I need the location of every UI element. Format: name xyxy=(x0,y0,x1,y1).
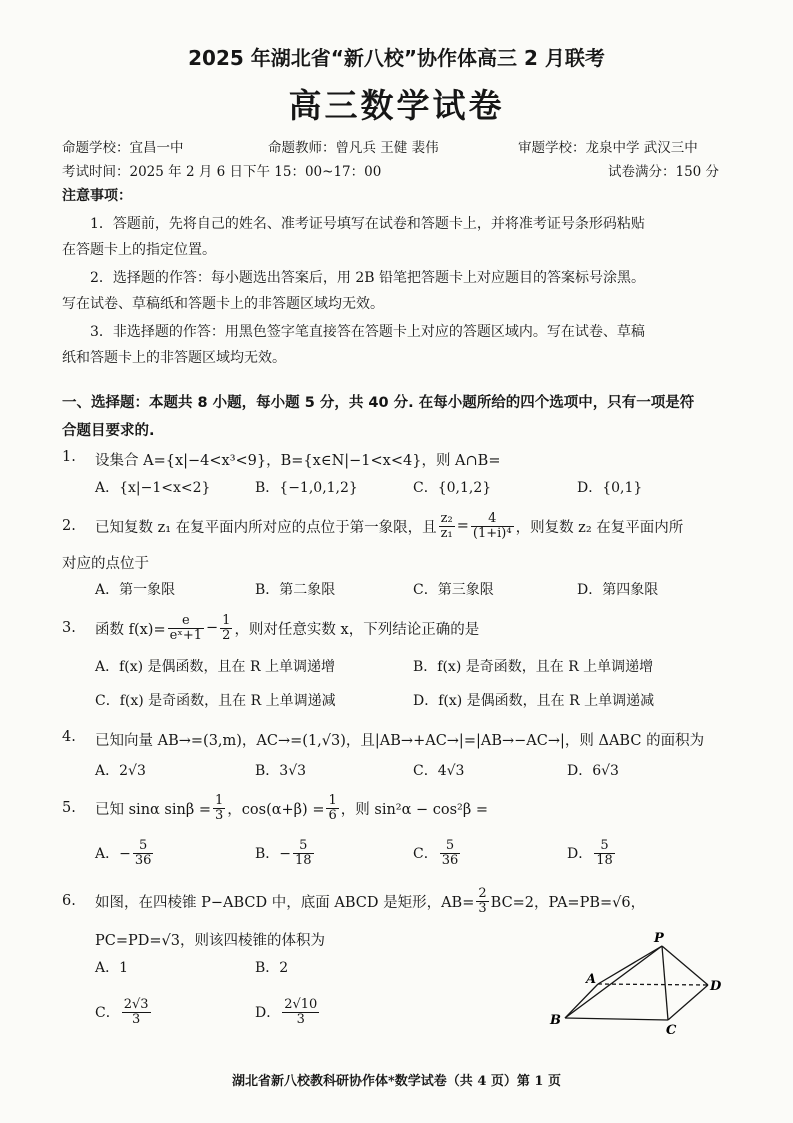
q2-fraction-z xyxy=(439,512,455,541)
q6-stem-pre: 如图，在四棱锥 P−ABCD 中，底面 ABCD 是矩形，AB= xyxy=(95,894,475,911)
edge-ba xyxy=(565,984,598,1018)
q3-frac2-num: 1 xyxy=(222,612,231,628)
q5-stem xyxy=(95,788,488,828)
q6-c-num: 2√3 xyxy=(123,996,149,1012)
subject-title: 高三数学试卷 xyxy=(288,86,505,125)
q6-f-den: 3 xyxy=(478,900,487,916)
q6-c-frac xyxy=(122,998,151,1027)
q6-d-label: D． xyxy=(255,1005,281,1021)
q6-number: 6. xyxy=(62,893,76,909)
q5-option-d xyxy=(567,834,617,872)
q6-d-frac xyxy=(282,998,319,1027)
meta-teachers: 命题教师：曾凡兵 王健 裴伟 xyxy=(268,140,439,156)
q2-frac1-den: z₁ xyxy=(440,525,453,541)
note-1b: 在答题卡上的指定位置。 xyxy=(62,242,216,258)
label-c: C xyxy=(666,1023,677,1038)
q2-option-d: D．第四象限 xyxy=(577,582,659,598)
q6-fraction xyxy=(476,887,488,916)
q5-b-frac xyxy=(293,839,314,868)
q2-stem-pre: 已知复数 z₁ 在复平面内所对应的点位于第一象限，且 xyxy=(95,519,437,536)
q4-option-a: A．2√3 xyxy=(95,763,146,779)
label-d: D xyxy=(710,979,722,994)
q4-option-c: C．4√3 xyxy=(413,763,465,779)
q1-option-b: B．{−1,0,1,2} xyxy=(255,480,358,496)
q3-minus: − xyxy=(206,620,219,636)
q1-number: 1. xyxy=(62,449,76,465)
q3-fraction-2 xyxy=(220,614,232,643)
q3-frac1-den: eˣ+1 xyxy=(169,627,202,643)
q6-c-label: C． xyxy=(95,1005,120,1021)
q2-frac1-num: z₂ xyxy=(440,510,453,526)
q5-stem-post: ，则 sin²α − cos²β = xyxy=(340,801,489,818)
q2-stem xyxy=(95,506,683,546)
meta-score: 试卷满分：150 分 xyxy=(608,164,720,180)
q1-option-a: A．{x|−1<x<2} xyxy=(95,480,211,496)
q5-a-frac xyxy=(133,839,154,868)
q5-option-c xyxy=(413,834,462,872)
q5-c-den: 36 xyxy=(441,852,459,868)
q5-b-num: 5 xyxy=(293,839,314,854)
q3-option-b: B．f(x) 是奇函数，且在 R 上单调递增 xyxy=(413,659,654,675)
q5-d-num: 5 xyxy=(594,839,615,854)
q5-d-den: 18 xyxy=(596,852,613,868)
q5-a-den: 36 xyxy=(134,852,152,868)
q5-number: 5. xyxy=(62,800,76,816)
q6-option-d xyxy=(255,990,321,1034)
q3-stem-pre: 函数 f(x)= xyxy=(95,621,166,638)
q3-stem-post: ，则对任意实数 x，下列结论正确的是 xyxy=(234,621,480,638)
section-1-line1: 一、选择题：本题共 8 小题，每小题 5 分，共 40 分. 在每小题所给的四个选项中，只有一项是符 xyxy=(62,395,695,411)
edge-pb xyxy=(565,946,662,1018)
q5-f1-num: 1 xyxy=(215,792,224,808)
q5-c-label: C． xyxy=(413,846,438,862)
label-a: A xyxy=(586,972,597,987)
q6-d-den: 3 xyxy=(296,1011,305,1027)
meta-school: 命题学校：宜昌一中 xyxy=(62,140,184,156)
q5-option-b xyxy=(255,834,316,872)
q5-f1-den: 3 xyxy=(215,807,224,823)
q2-eq: = xyxy=(456,518,469,534)
edge-cd xyxy=(668,985,708,1020)
q2-option-a: A．第一象限 xyxy=(95,582,176,598)
q2-fraction-value xyxy=(471,512,514,541)
q3-number: 3. xyxy=(62,620,76,636)
q5-c-num: 5 xyxy=(440,839,461,854)
edge-ad-hidden xyxy=(598,984,708,985)
q1-option-d: D．{0,1} xyxy=(577,480,643,496)
q6-stem xyxy=(95,881,645,921)
label-p: P xyxy=(654,931,664,946)
exam-title: 2025 年湖北省“新八校”协作体高三 2 月联考 xyxy=(188,46,605,70)
q3-option-a: A．f(x) 是偶函数，且在 R 上单调递增 xyxy=(95,659,336,675)
q6-stem-line2: PC=PD=√3，则该四棱锥的体积为 xyxy=(95,933,325,949)
q5-d-label: D． xyxy=(567,846,593,862)
q1-stem: 设集合 A={x|−4<x³<9}，B={x∈N|−1<x<4}，则 A∩B= xyxy=(95,453,501,469)
q5-a-label: A．− xyxy=(95,846,131,862)
q3-option-c: C．f(x) 是奇函数，且在 R 上单调递减 xyxy=(95,693,336,709)
q6-option-b: B．2 xyxy=(255,960,289,976)
q5-d-frac xyxy=(594,839,615,868)
q6-option-a: A．1 xyxy=(95,960,129,976)
q4-stem: 已知向量 AB→=(3,m)，AC→=(1,√3)，且|AB→+AC→|=|AB→−AC→|，则 ΔABC 的面积为 xyxy=(95,733,705,749)
q5-stem-pre: 已知 sinα sinβ = xyxy=(95,801,211,818)
meta-review: 审题学校：龙泉中学 武汉三中 xyxy=(518,140,698,156)
q5-stem-mid: ，cos(α+β) = xyxy=(227,801,325,818)
edge-bc xyxy=(565,1018,668,1020)
q5-a-num: 5 xyxy=(133,839,154,854)
q2-frac2-num: 4 xyxy=(471,512,514,527)
q2-stem-post: ，则复数 z₂ 在复平面内所 xyxy=(515,519,684,536)
page-footer: 湖北省新八校教科研协作体*数学试卷（共 4 页）第 1 页 xyxy=(232,1074,561,1089)
q3-frac2-den: 2 xyxy=(222,627,231,643)
q3-fraction-1 xyxy=(168,614,204,643)
note-2b: 写在试卷、草稿纸和答题卡上的非答题区域均无效。 xyxy=(62,296,384,312)
q2-option-b: B．第二象限 xyxy=(255,582,336,598)
note-3b: 纸和答题卡上的非答题区域均无效。 xyxy=(62,350,286,366)
q2-stem-line2: 对应的点位于 xyxy=(62,556,149,572)
q5-c-frac xyxy=(440,839,461,868)
edge-pa xyxy=(598,946,662,984)
q5-f2-num: 1 xyxy=(328,792,337,808)
q6-stem-post: BC=2，PA=PB=√6， xyxy=(490,894,646,911)
q5-option-a xyxy=(95,834,155,872)
label-b: B xyxy=(550,1013,561,1028)
q1-option-c: C．{0,1,2} xyxy=(413,480,492,496)
q5-fraction-1 xyxy=(213,794,225,823)
q4-option-d: D．6√3 xyxy=(567,763,619,779)
note-3a: 3．非选择题的作答：用黑色签字笔直接答在答题卡上对应的答题区域内。写在试卷、草稿 xyxy=(90,324,645,340)
q6-d-num: 2√10 xyxy=(284,996,318,1012)
q3-frac1-num: e xyxy=(168,614,204,629)
q5-b-den: 18 xyxy=(295,852,312,868)
q5-fraction-2 xyxy=(326,794,338,823)
edge-pd xyxy=(662,946,708,985)
q6-option-c xyxy=(95,990,153,1034)
q4-number: 4. xyxy=(62,729,76,745)
q3-stem xyxy=(95,608,479,648)
q5-b-label: B．− xyxy=(255,846,292,862)
q6-f-num: 2 xyxy=(478,885,487,901)
q2-frac2-den: (1+i)⁴ xyxy=(472,525,512,541)
section-1-line2: 合题目要求的. xyxy=(62,423,155,439)
note-1a: 1．答题前，先将自己的姓名、准考证号填写在试卷和答题卡上，并将准考证号条形码粘贴 xyxy=(90,216,645,232)
q5-f2-den: 6 xyxy=(328,807,337,823)
note-2a: 2．选择题的作答：每小题选出答案后，用 2B 铅笔把答题卡上对应题目的答案标号涂黑。 xyxy=(90,270,646,286)
notes-heading: 注意事项： xyxy=(62,188,132,204)
meta-time: 考试时间：2025 年 2 月 6 日下午 15：00~17：00 xyxy=(62,164,382,180)
edge-pc xyxy=(662,946,668,1020)
q6-c-den: 3 xyxy=(131,1011,141,1027)
q2-number: 2. xyxy=(62,518,76,534)
q3-option-d: D．f(x) 是偶函数，且在 R 上单调递减 xyxy=(413,693,655,709)
pyramid-figure xyxy=(540,928,740,1038)
q4-option-b: B．3√3 xyxy=(255,763,307,779)
q2-option-c: C．第三象限 xyxy=(413,582,494,598)
